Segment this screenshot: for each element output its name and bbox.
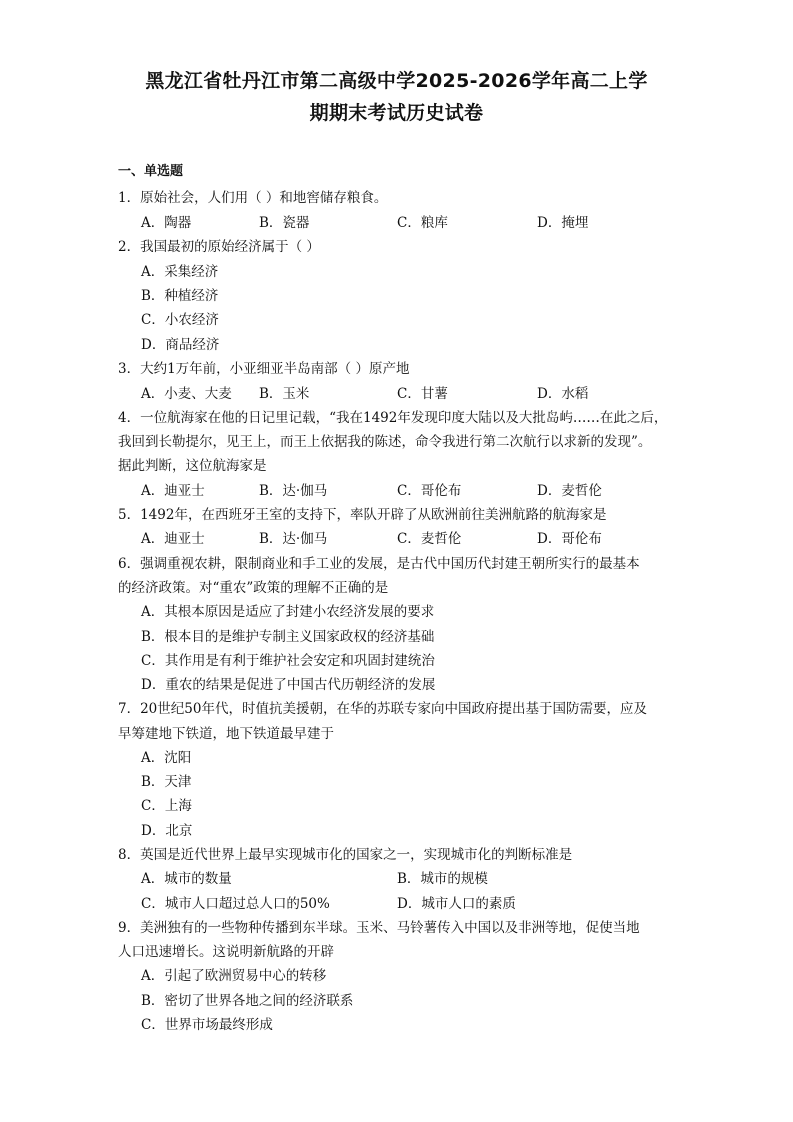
question-2-stem: 2．我国最初的原始经济属于（ ） [118,239,320,255]
question-9-option-c: C．世界市场最终形成 [141,1017,273,1033]
question-3-option-d: D．水稻 [537,386,589,402]
question-2-option-d: D．商品经济 [141,337,220,353]
question-3-option-b: B．玉米 [259,386,310,402]
question-3-stem: 3．大约1万年前，小亚细亚半岛南部（ ）原产地 [118,361,410,377]
exam-title-line2: 期期末考试历史试卷 [309,102,484,124]
question-4-stem-line2: 我回到长勒提尔，见王上，而王上依据我的陈述，命令我进行第二次航行以求新的发现”。 [118,434,652,450]
question-9-option-a: A．引起了欧洲贸易中心的转移 [141,968,327,984]
question-8-option-d: D．城市人口的素质 [397,896,516,912]
question-7-option-c: C．上海 [141,798,192,814]
question-5-option-b: B．达·伽马 [259,531,328,547]
question-8-option-c: C．城市人口超过总人口的50% [141,896,330,912]
question-8-stem: 8．英国是近代世界上最早实现城市化的国家之一，实现城市化的判断标准是 [118,847,573,863]
question-3-option-c: C．甘薯 [397,386,448,402]
question-6-stem-line2: 的经济政策。对“重农”政策的理解不正确的是 [118,580,389,596]
question-4-option-c: C．哥伦布 [397,483,462,499]
question-4-option-d: D．麦哲伦 [537,483,602,499]
question-2-option-c: C．小农经济 [141,312,219,328]
question-9-stem-line1: 9．美洲独有的一些物种传播到东半球。玉米、马铃薯传入中国以及非洲等地，促使当地 [118,920,640,936]
question-1-stem: 1．原始社会，人们用（ ）和地窖储存粮食。 [118,190,388,206]
question-8-option-b: B．城市的规模 [397,871,488,887]
exam-title-line1: 黑龙江省牡丹江市第二高级中学2025-2026学年高二上学 [145,70,648,92]
question-2-option-a: A．采集经济 [141,264,219,280]
question-3-option-a: A．小麦、大麦 [141,386,232,402]
question-7-option-b: B．天津 [141,774,192,790]
question-4-stem-line3: 据此判断，这位航海家是 [118,458,267,474]
question-7-option-a: A．沈阳 [141,750,192,766]
question-5-option-c: C．麦哲伦 [397,531,462,547]
question-9-option-b: B．密切了世界各地之间的经济联系 [141,993,354,1009]
question-4-option-a: A．迪亚士 [141,483,205,499]
question-8-option-a: A．城市的数量 [141,871,232,887]
question-7-stem-line1: 7．20世纪50年代，时值抗美援朝，在华的苏联专家向中国政府提出基于国防需要，应及 [118,701,647,717]
question-6-stem-line1: 6．强调重视农耕，限制商业和手工业的发展，是古代中国历代封建王朝所实行的最基本 [118,556,640,572]
question-4-option-b: B．达·伽马 [259,483,328,499]
question-7-option-d: D．北京 [141,823,193,839]
question-5-option-d: D．哥伦布 [537,531,602,547]
section-heading: 一、单选题 [118,164,184,179]
question-5-stem: 5．1492年，在西班牙王室的支持下，率队开辟了从欧洲前往美洲航路的航海家是 [118,507,607,523]
question-1-option-d: D．掩埋 [537,215,589,231]
question-5-option-a: A．迪亚士 [141,531,205,547]
question-7-stem-line2: 早筹建地下铁道，地下铁道最早建于 [118,726,334,742]
question-4-stem-line1: 4．一位航海家在他的日记里记载，“我在1492年发现印度大陆以及大批岛屿……在此之后， [118,410,668,426]
question-9-stem-line2: 人口迅速增长。这说明新航路的开辟 [118,944,334,960]
question-6-option-b: B．根本目的是维护专制主义国家政权的经济基础 [141,629,435,645]
question-1-option-a: A．陶器 [141,215,192,231]
question-1-option-b: B．瓷器 [259,215,310,231]
question-1-option-c: C．粮库 [397,215,448,231]
question-2-option-b: B．种植经济 [141,288,219,304]
question-6-option-c: C．其作用是有利于维护社会安定和巩固封建统治 [141,653,435,669]
question-6-option-d: D．重农的结果是促进了中国古代历朝经济的发展 [141,677,436,693]
question-6-option-a: A．其根本原因是适应了封建小农经济发展的要求 [141,604,435,620]
